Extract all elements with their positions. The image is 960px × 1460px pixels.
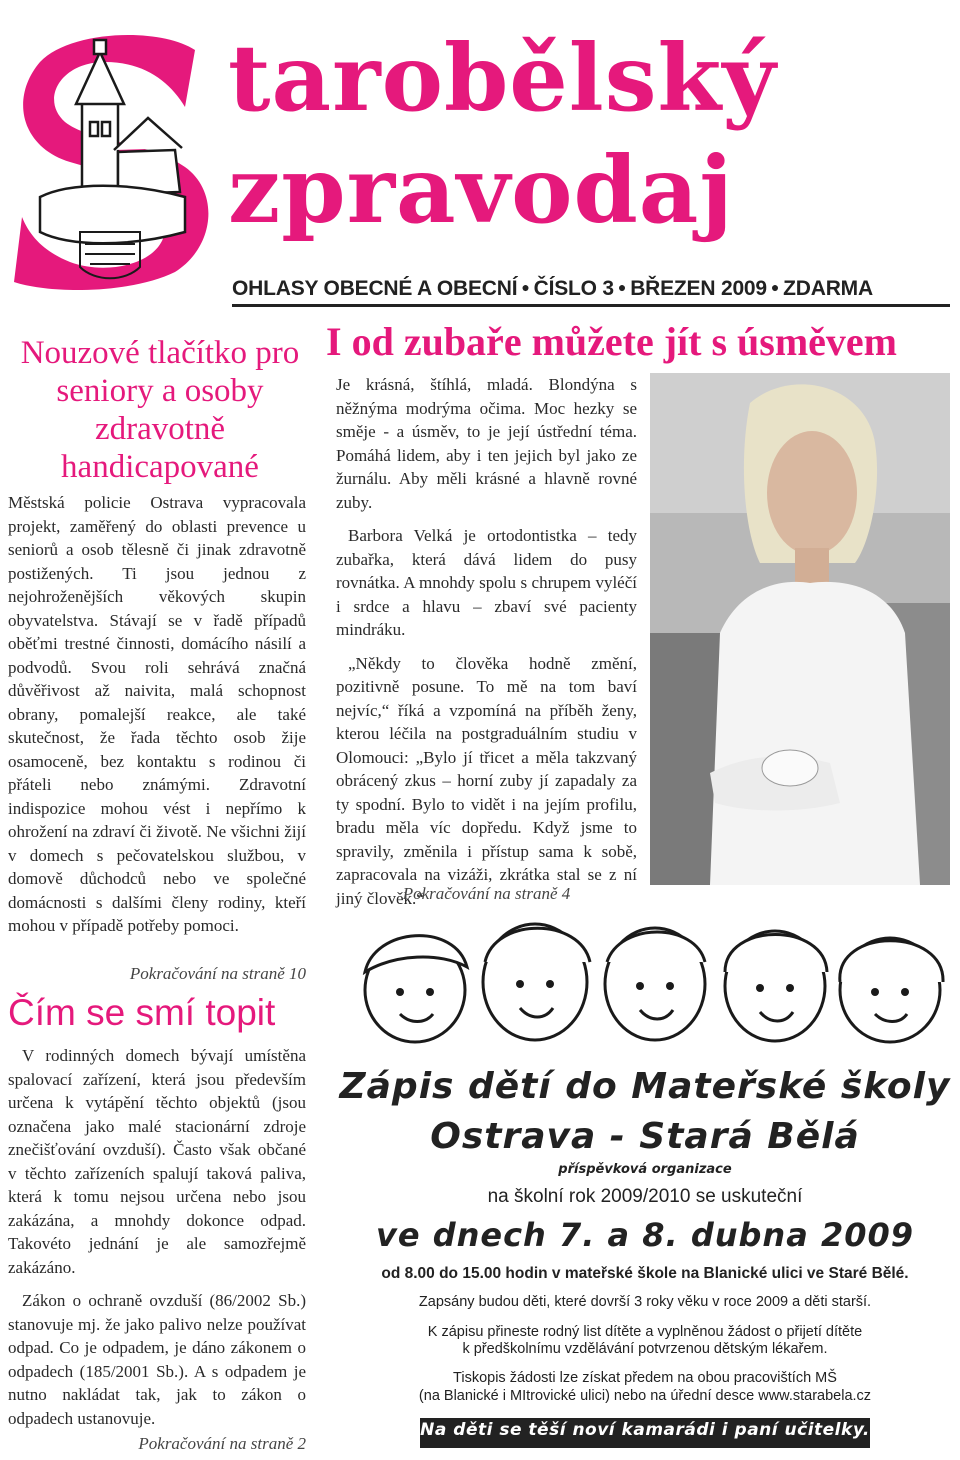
heating-article-continued: Pokračování na straně 2: [138, 1434, 306, 1453]
kindergarten-date: ve dnech 7. a 8. dubna 2009: [375, 1216, 914, 1254]
kindergarten-title-line1: Zápis dětí do Mateřské školy: [339, 1066, 951, 1107]
masthead-subtitle: OHLASY OBECNÉ A OBECNÍ ● ČÍSLO 3 ● BŘEZEN 2009 ● ZDARMA: [232, 277, 873, 300]
main-article-paragraph: „Někdy to člověka hodně změní, pozitivně posune. To mě na tom baví nejvíc,“ říká a vzpomíná na příběh ženy, kterou léčila na postgraduálním studiu v Olomouci: „Bylo jí třicet a měla takzvaný obrácený zkus – horní zuby jí zapadaly za ty spodní. Bylo to vidět i na jejím profilu, bradu měla víc dopředu. Když jsme to spravily, změnila i přístup sama k sobě, zapracovala na vizáži, zkrátka stal se z ní jiný člověk.“: [336, 653, 637, 908]
heating-paragraph: Zákon o ochraně ovzduší (86/2002 Sb.) stanovuje mj. že jako palivo nelze používat odpad. Co je odpadem, je dáno zákonem o odpadech (185/2001 Sb.). A s odpadem je nutno nakládat tak, jak to zákon o odpadech ustanovuje.: [8, 1291, 306, 1428]
children-faces-illustration: [345, 912, 950, 1047]
masthead-title-line2: zpravodaj: [228, 136, 734, 244]
subtitle-part: BŘEZEN 2009: [630, 277, 767, 300]
masthead-title-line1: tarobělský: [228, 24, 777, 132]
kindergarten-year-line: na školní rok 2009/2010 se uskuteční: [487, 1186, 803, 1207]
kindergarten-form-line: (na Blanické i MItrovické ulici) nebo na úřední desce www.starabela.cz: [418, 1388, 872, 1404]
masthead-rule: [232, 304, 950, 307]
main-article-continued: Pokračování na straně 4: [402, 884, 571, 903]
heating-paragraph: V rodinných domech bývají umístěna spalovací zařízení, která jsou především určena k vytápění těchto objektů (jsou označena jako malé stacionární zdroje znečišťování ovzduší). Často však občané v těchto zařízeních spalují taková paliva, která k tomu nejsou určena nebo jsou zakázána, a mnohdy dokonce odpad. Takovéto jednání je ale samozřejmě zakázáno.: [8, 1046, 306, 1277]
main-article-headline: I od zubaře můžete jít s úsměvem: [326, 319, 897, 364]
orthodontist-photo: [650, 373, 950, 885]
left-article-continued: Pokračování na straně 10: [129, 964, 306, 983]
main-article-paragraph: Barbora Velká je ortodontistka – tedy zubařka, která dává lidem do pusy rovnátka. A mnohdy spolu s chrupem vyléčí i srdce a hlavu – zbaví své pacienty mindráku.: [336, 526, 637, 639]
kindergarten-form-line: Tiskopis žádosti lze získat předem na obou pracovištích MŠ: [453, 1370, 837, 1386]
left-article-headline: Nouzové tlačítko pro seniory a osoby zdravotně handicapované: [20, 335, 300, 485]
subtitle-part: ZDARMA: [783, 277, 873, 300]
kindergarten-time-line: od 8.00 do 15.00 hodin v mateřské škole na Blanické ulici ve Staré Bělé.: [381, 1265, 909, 1282]
heating-article-body: [8, 1044, 306, 1440]
main-article-body: [336, 373, 637, 920]
heating-article-headline: Čím se smí topit: [8, 992, 276, 1033]
kindergarten-bring-line: K zápisu přineste rodný list dítěte a vyplněnou žádost o přijetí dítěte: [427, 1324, 863, 1340]
kindergarten-enrolled-line: Zapsány budou děti, které dovrší 3 roky věku v roce 2009 a děti starší.: [418, 1294, 872, 1310]
subtitle-part: ČÍSLO 3: [533, 277, 614, 300]
left-article-body: Městská policie Ostrava vypracovala projekt, zaměřený do oblasti prevence u seniorů a osob tělesně či jinak zdravotně postižených. Ti jsou jednou z nejohroženějších věkových skupin obyvatelstva. Stávají se v řadě případů oběťmi trestné činnosti, domácího násilí a podvodů. Svou roli sehrává značná důvěřivost až naivita, malá schopnost obrany, pomalejší reakce, ale také skutečnost, že řada těchto osob žije osamoceně, bez kontaktu s rodinou či přáteli nebo známými. Zdravotní indispozice mohou vést i nepřímo k ohrožení na zdraví či životě. Ne všichni žijí v domech s pečovatelskou službou, v domově důchodců nebo ve společné domácnosti s dalšími členy rodiny, kteří mohou v případě potřeby pomoci.: [8, 493, 306, 935]
kindergarten-title-line2: Ostrava - Stará Bělá: [430, 1116, 860, 1157]
kindergarten-org: příspěvková organizace: [558, 1162, 732, 1177]
masthead-logo-s: [10, 32, 215, 290]
kindergarten-bring-line: k předškolnímu vzdělávání potvrzenou dětským lékařem.: [462, 1341, 828, 1357]
main-article-paragraph: Je krásná, štíhlá, mladá. Blondýna s něžnýma modrýma očima. Moc hezky se směje - a úsměv, to je její ústřední téma. Pomáhá lidem, aby i ten jejich byl jako ze žurnálu. Aby měli krásné a hlavně rovné zuby.: [336, 375, 637, 512]
kindergarten-banner-text: Na děti se těší noví kamarádi i paní učitelky.: [420, 1420, 870, 1440]
subtitle-part: OHLASY OBECNÉ A OBECNÍ: [232, 277, 518, 300]
